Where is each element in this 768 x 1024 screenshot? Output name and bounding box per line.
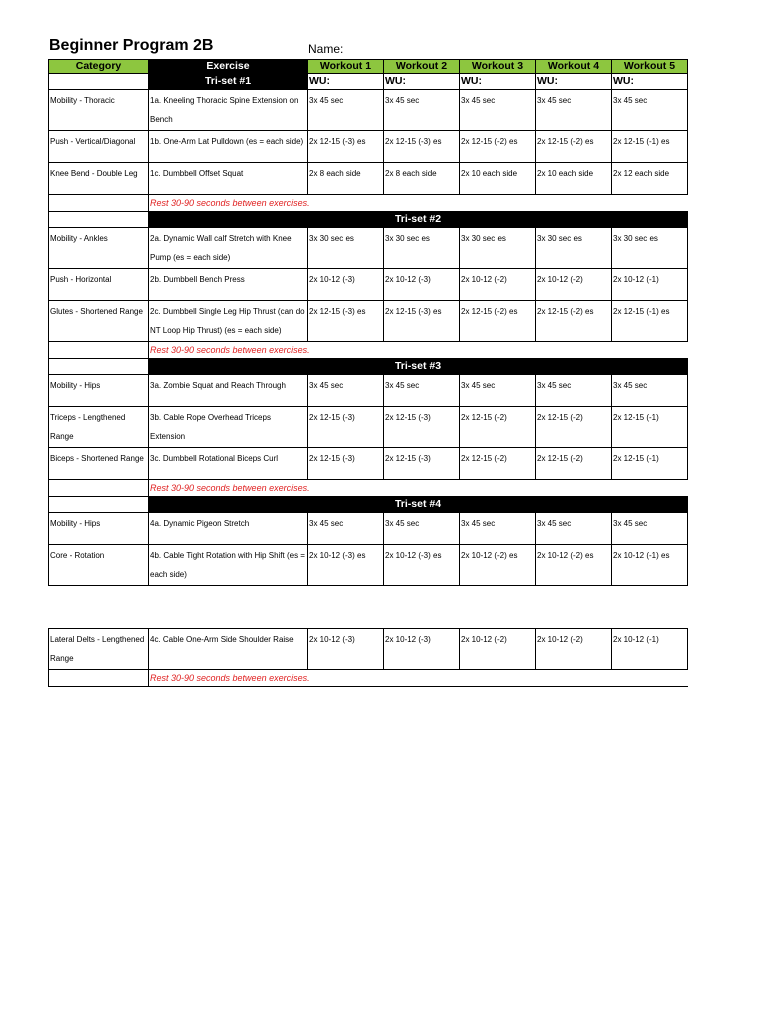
workout-cell: 2x 12-15 (-3) bbox=[384, 407, 460, 448]
spacer-cell bbox=[49, 497, 149, 513]
workout-cell: 2x 10-12 (-1) bbox=[612, 629, 688, 670]
workout-cell: 3x 45 sec bbox=[536, 513, 612, 545]
table-row bbox=[49, 513, 688, 545]
spacer-cell bbox=[49, 74, 149, 90]
category-cell: Triceps - Lengthened Range bbox=[49, 407, 149, 448]
rest-row bbox=[49, 342, 688, 359]
rest-row bbox=[49, 480, 688, 497]
table-row bbox=[49, 131, 688, 163]
exercise-cell: 2a. Dynamic Wall calf Stretch with Knee Pump (es = each side) bbox=[149, 228, 308, 269]
workout-cell: 2x 12-15 (-2) bbox=[460, 407, 536, 448]
workout-cell: 2x 12-15 (-3) es bbox=[308, 301, 384, 342]
workout-cell: 2x 10 each side bbox=[460, 163, 536, 195]
workout-cell: 2x 12-15 (-1) bbox=[612, 448, 688, 480]
workout-cell: 2x 12-15 (-2) es bbox=[460, 131, 536, 163]
workout-cell: 2x 10-12 (-3) es bbox=[384, 545, 460, 586]
workout-cell: 2x 12-15 (-2) es bbox=[536, 131, 612, 163]
workout-cell: 2x 12-15 (-1) es bbox=[612, 131, 688, 163]
workout-cell: 2x 10 each side bbox=[536, 163, 612, 195]
workout-cell: 2x 12-15 (-2) es bbox=[536, 301, 612, 342]
rest-row bbox=[49, 195, 688, 212]
rest-row bbox=[49, 670, 688, 687]
category-cell: Lateral Delts - Lengthened Range bbox=[49, 629, 149, 670]
rest-note: Rest 30-90 seconds between exercises. bbox=[149, 670, 688, 687]
workout-cell: 2x 12-15 (-1) bbox=[612, 407, 688, 448]
blank-cell bbox=[49, 195, 149, 212]
category-cell: Mobility - Hips bbox=[49, 375, 149, 407]
workout-cell: 3x 45 sec bbox=[308, 513, 384, 545]
category-cell: Push - Vertical/Diagonal bbox=[49, 131, 149, 163]
blank-cell bbox=[49, 342, 149, 359]
workout-cell: 2x 10-12 (-2) bbox=[460, 629, 536, 670]
table-row bbox=[49, 269, 688, 301]
workout-cell: 3x 30 sec es bbox=[460, 228, 536, 269]
table-row bbox=[49, 228, 688, 269]
category-cell: Core - Rotation bbox=[49, 545, 149, 586]
header-workout-2: Workout 2 bbox=[384, 60, 460, 74]
header-workout-4: Workout 4 bbox=[536, 60, 612, 74]
wu-cell: WU: bbox=[460, 74, 536, 90]
workout-cell: 2x 12-15 (-3) bbox=[308, 407, 384, 448]
name-label: Name: bbox=[308, 42, 344, 56]
rest-note: Rest 30-90 seconds between exercises. bbox=[149, 195, 688, 212]
table-row bbox=[49, 301, 688, 342]
workout-cell: 2x 12-15 (-3) es bbox=[384, 301, 460, 342]
category-cell: Mobility - Thoracic bbox=[49, 90, 149, 131]
blank-cell bbox=[49, 670, 149, 687]
workout-cell: 2x 10-12 (-3) bbox=[308, 269, 384, 301]
program-table-continued bbox=[48, 628, 688, 687]
table-row bbox=[49, 407, 688, 448]
workout-cell: 3x 45 sec bbox=[612, 375, 688, 407]
workout-cell: 2x 12 each side bbox=[612, 163, 688, 195]
category-cell: Mobility - Ankles bbox=[49, 228, 149, 269]
exercise-cell: 2c. Dumbbell Single Leg Hip Thrust (can do NT Loop Hip Thrust) (es = each side) bbox=[149, 301, 308, 342]
workout-cell: 2x 12-15 (-2) bbox=[536, 407, 612, 448]
program-table bbox=[48, 59, 688, 586]
workout-cell: 2x 12-15 (-3) bbox=[384, 448, 460, 480]
spacer-cell bbox=[49, 212, 149, 228]
workout-cell: 2x 12-15 (-3) es bbox=[384, 131, 460, 163]
workout-cell: 3x 45 sec bbox=[308, 375, 384, 407]
workout-cell: 2x 10-12 (-1) bbox=[612, 269, 688, 301]
category-cell: Biceps - Shortened Range bbox=[49, 448, 149, 480]
wu-cell: WU: bbox=[384, 74, 460, 90]
workout-cell: 2x 12-15 (-3) es bbox=[308, 131, 384, 163]
exercise-cell: 4a. Dynamic Pigeon Stretch bbox=[149, 513, 308, 545]
workout-cell: 2x 8 each side bbox=[384, 163, 460, 195]
category-cell: Knee Bend - Double Leg bbox=[49, 163, 149, 195]
triset-2-header: Tri-set #2 bbox=[149, 212, 688, 228]
triset-3-header: Tri-set #3 bbox=[149, 359, 688, 375]
page-title: Beginner Program 2B bbox=[49, 37, 214, 54]
header-category: Category bbox=[49, 60, 149, 74]
workout-cell: 3x 45 sec bbox=[384, 375, 460, 407]
workout-cell: 3x 45 sec bbox=[460, 513, 536, 545]
workout-cell: 3x 45 sec bbox=[384, 90, 460, 131]
exercise-cell: 1b. One-Arm Lat Pulldown (es = each side) bbox=[149, 131, 308, 163]
workout-cell: 2x 12-15 (-2) bbox=[536, 448, 612, 480]
workout-cell: 2x 10-12 (-2) bbox=[536, 629, 612, 670]
workout-cell: 3x 30 sec es bbox=[384, 228, 460, 269]
workout-cell: 2x 10-12 (-2) es bbox=[460, 545, 536, 586]
rest-note: Rest 30-90 seconds between exercises. bbox=[149, 480, 688, 497]
workout-cell: 3x 45 sec bbox=[384, 513, 460, 545]
workout-cell: 2x 10-12 (-3) bbox=[308, 629, 384, 670]
workout-cell: 2x 12-15 (-1) es bbox=[612, 301, 688, 342]
exercise-cell: 3c. Dumbbell Rotational Biceps Curl bbox=[149, 448, 308, 480]
workout-cell: 2x 10-12 (-3) bbox=[384, 629, 460, 670]
table-row bbox=[49, 629, 688, 670]
workout-cell: 2x 12-15 (-3) bbox=[308, 448, 384, 480]
header-workout-1: Workout 1 bbox=[308, 60, 384, 74]
table-row bbox=[49, 163, 688, 195]
workout-cell: 3x 45 sec bbox=[536, 375, 612, 407]
table-row bbox=[49, 448, 688, 480]
workout-cell: 3x 30 sec es bbox=[308, 228, 384, 269]
wu-cell: WU: bbox=[308, 74, 384, 90]
category-cell: Push - Horizontal bbox=[49, 269, 149, 301]
workout-cell: 2x 10-12 (-2) bbox=[460, 269, 536, 301]
table-row bbox=[49, 375, 688, 407]
workout-cell: 2x 12-15 (-2) es bbox=[460, 301, 536, 342]
wu-cell: WU: bbox=[612, 74, 688, 90]
workout-cell: 3x 45 sec bbox=[612, 513, 688, 545]
header-workout-5: Workout 5 bbox=[612, 60, 688, 74]
exercise-cell: 1a. Kneeling Thoracic Spine Extension on Bench bbox=[149, 90, 308, 131]
workout-cell: 3x 30 sec es bbox=[536, 228, 612, 269]
workout-cell: 2x 10-12 (-1) es bbox=[612, 545, 688, 586]
table-row bbox=[49, 545, 688, 586]
exercise-cell: 3b. Cable Rope Overhead Triceps Extension bbox=[149, 407, 308, 448]
category-cell: Glutes - Shortened Range bbox=[49, 301, 149, 342]
wu-cell: WU: bbox=[536, 74, 612, 90]
blank-cell bbox=[49, 480, 149, 497]
spacer-cell bbox=[49, 359, 149, 375]
workout-cell: 2x 12-15 (-2) bbox=[460, 448, 536, 480]
exercise-cell: 3a. Zombie Squat and Reach Through bbox=[149, 375, 308, 407]
category-cell: Mobility - Hips bbox=[49, 513, 149, 545]
header-workout-3: Workout 3 bbox=[460, 60, 536, 74]
rest-note: Rest 30-90 seconds between exercises. bbox=[149, 342, 688, 359]
workout-cell: 2x 8 each side bbox=[308, 163, 384, 195]
workout-cell: 3x 30 sec es bbox=[612, 228, 688, 269]
workout-cell: 2x 10-12 (-3) es bbox=[308, 545, 384, 586]
exercise-cell: 1c. Dumbbell Offset Squat bbox=[149, 163, 308, 195]
workout-cell: 2x 10-12 (-2) es bbox=[536, 545, 612, 586]
workout-cell: 3x 45 sec bbox=[536, 90, 612, 131]
workout-cell: 3x 45 sec bbox=[460, 90, 536, 131]
workout-cell: 3x 45 sec bbox=[612, 90, 688, 131]
workout-cell: 2x 10-12 (-3) bbox=[384, 269, 460, 301]
triset-1-header: Tri-set #1 bbox=[149, 74, 308, 90]
table-row bbox=[49, 90, 688, 131]
exercise-cell: 4b. Cable Tight Rotation with Hip Shift (es = each side) bbox=[149, 545, 308, 586]
workout-cell: 3x 45 sec bbox=[308, 90, 384, 131]
triset-4-header: Tri-set #4 bbox=[149, 497, 688, 513]
exercise-cell: 2b. Dumbbell Bench Press bbox=[149, 269, 308, 301]
workout-cell: 3x 45 sec bbox=[460, 375, 536, 407]
workout-cell: 2x 10-12 (-2) bbox=[536, 269, 612, 301]
exercise-cell: 4c. Cable One-Arm Side Shoulder Raise bbox=[149, 629, 308, 670]
header-exercise: Exercise bbox=[149, 60, 308, 74]
